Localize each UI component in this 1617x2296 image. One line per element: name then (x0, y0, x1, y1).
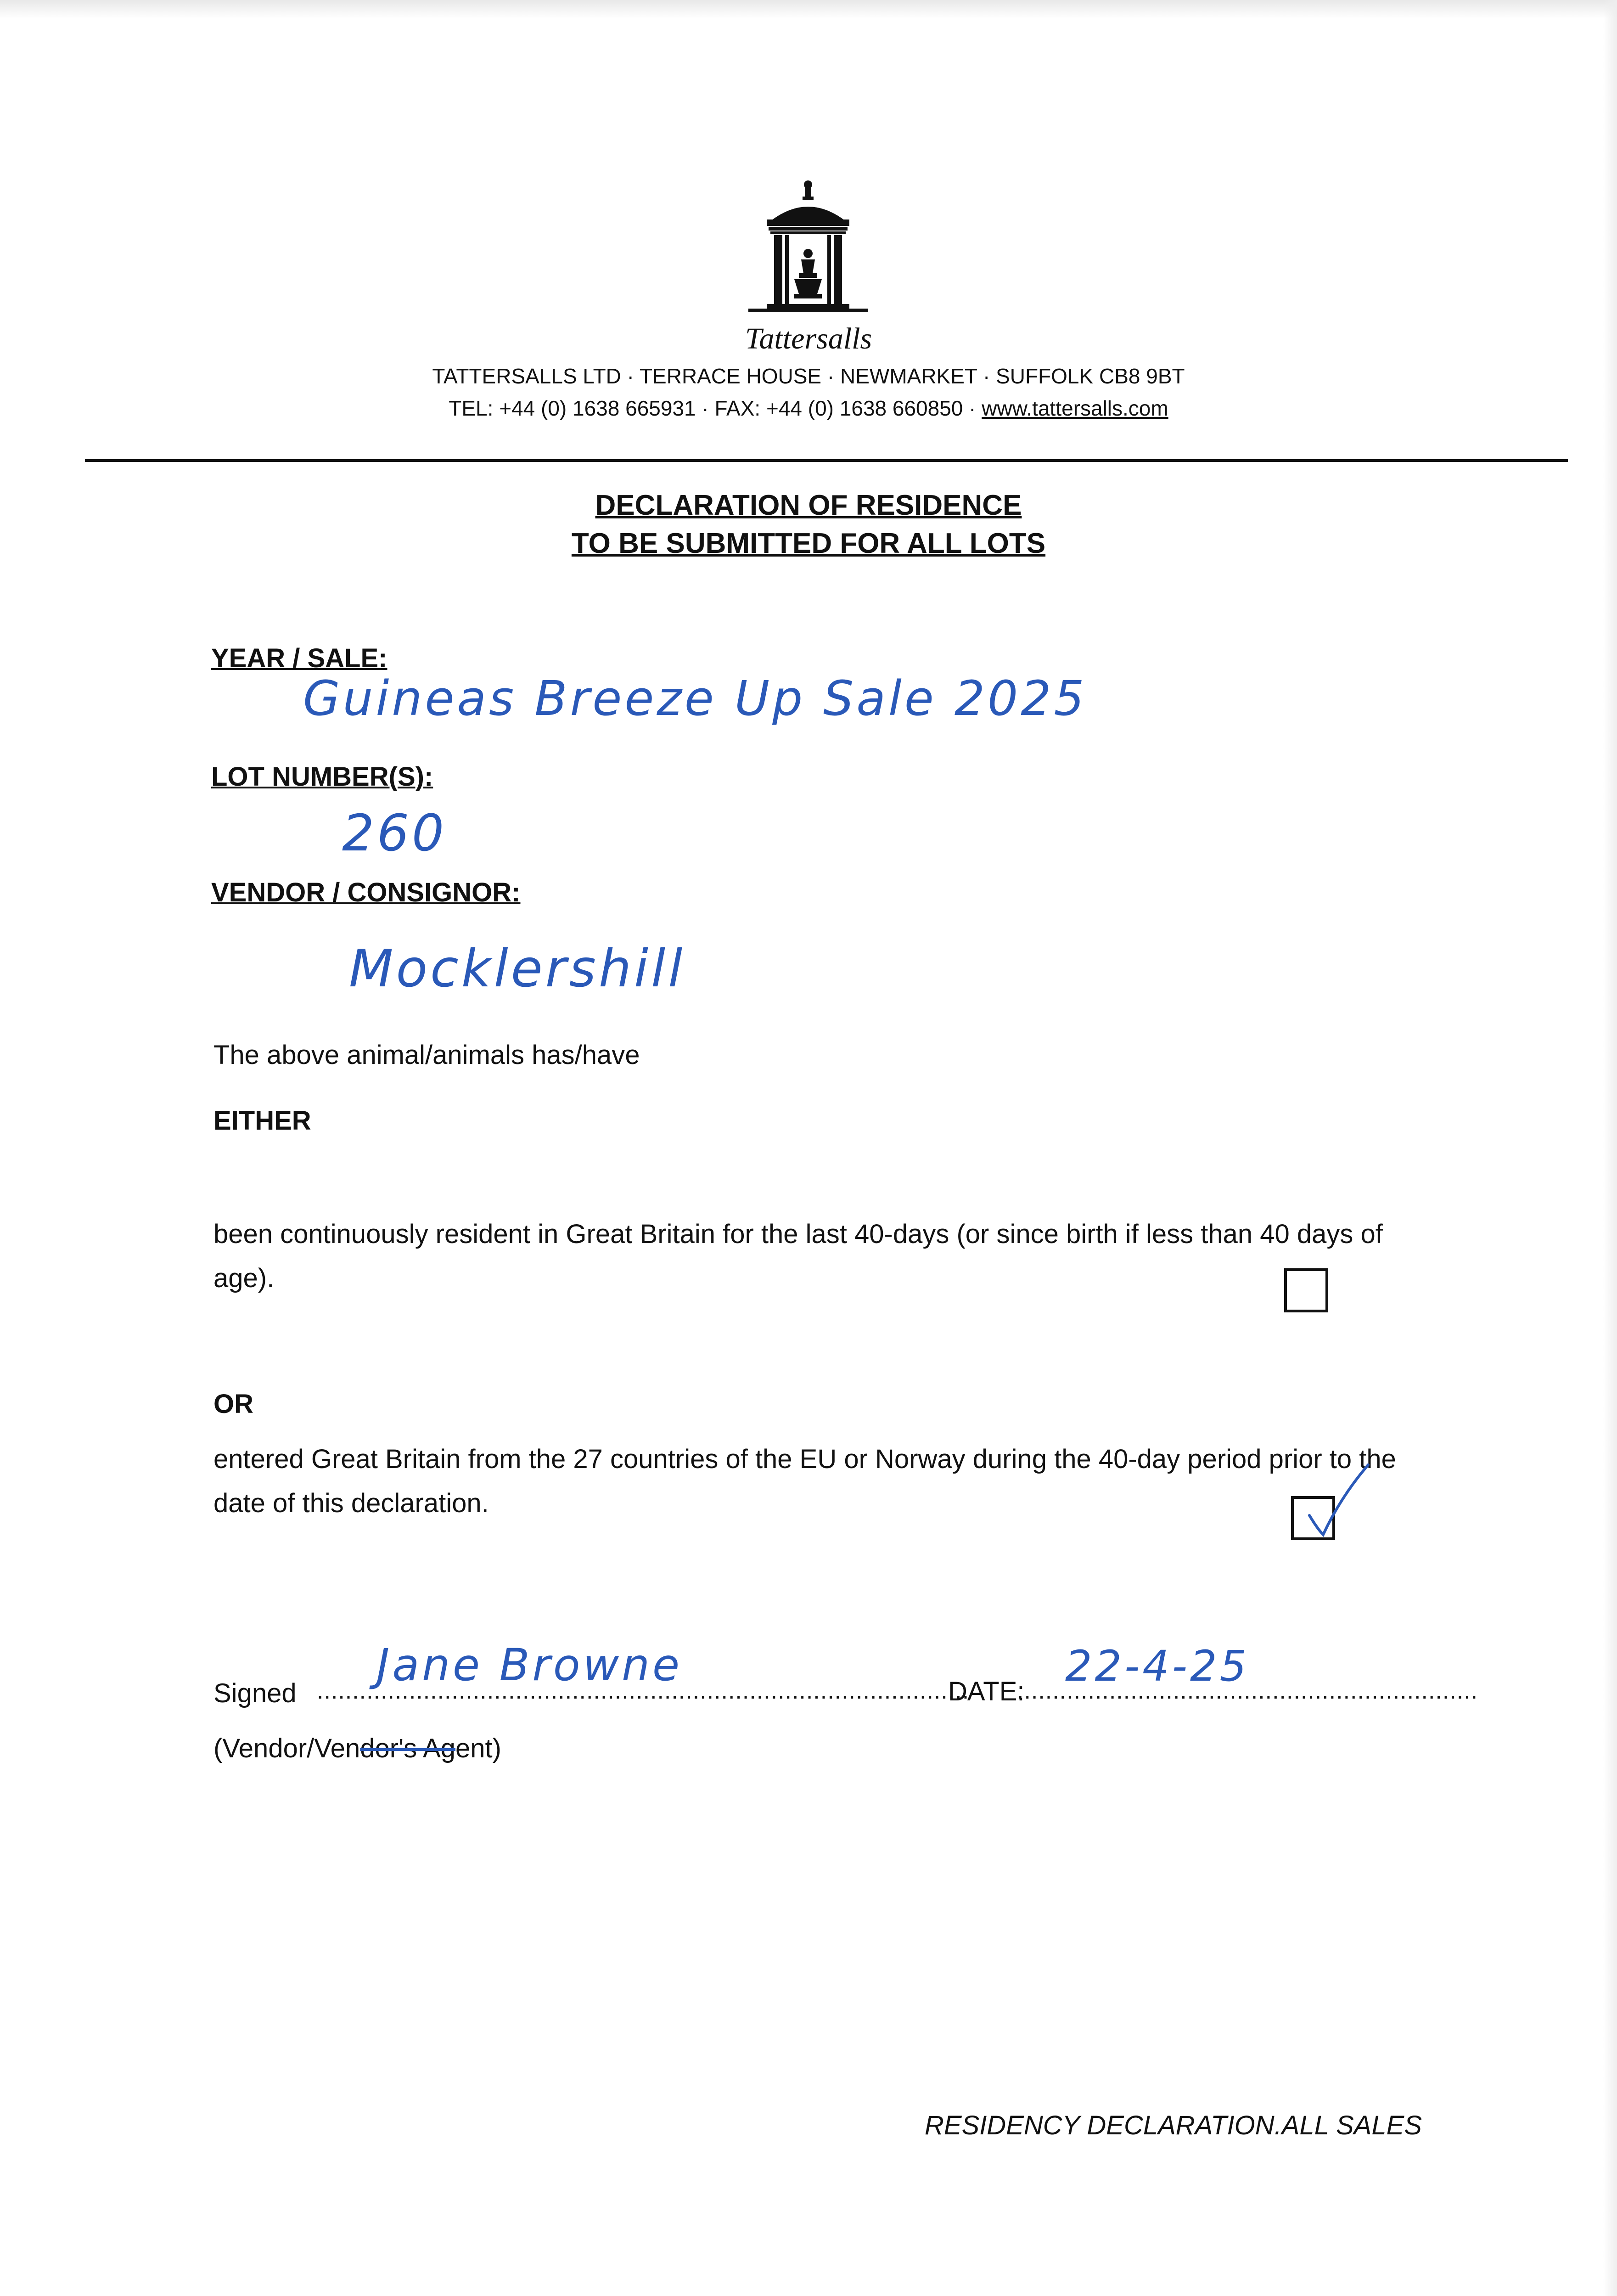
or-label: OR (213, 1389, 253, 1419)
date-value[interactable]: 22-4-25 (1065, 1642, 1250, 1691)
signature-value[interactable]: Jane Browne (376, 1639, 683, 1691)
website-link[interactable]: www.tattersalls.com (982, 396, 1168, 420)
date-label: DATE: (948, 1677, 1025, 1706)
option1-checkbox[interactable] (1284, 1268, 1328, 1312)
year-sale-label: YEAR / SALE: (211, 643, 387, 673)
contact-line (0, 396, 1617, 421)
either-label: EITHER (213, 1106, 311, 1136)
lot-number-label: LOT NUMBER(S): (211, 762, 433, 792)
scan-edge-top (0, 0, 1617, 18)
address-line: TATTERSALLS LTD · TERRACE HOUSE · NEWMARKET · SUFFOLK CB8 9BT (432, 364, 1185, 388)
header-divider (85, 459, 1568, 462)
lot-number-value[interactable]: 260 (342, 804, 447, 862)
option1-text: been continuously resident in Great Britain for the last 40-days (or since birth if less than 40 days of age). (213, 1219, 1383, 1293)
date-dotted-line: ................................................................. (1017, 1677, 1478, 1704)
vendor-role-line (213, 1727, 501, 1771)
vendor-role-prefix: (Vendor/Ven (213, 1733, 360, 1763)
rotunda-statue-logo-icon (730, 174, 886, 331)
brand-name: Tattersalls (745, 322, 872, 355)
vendor-agent-struck: dor's Ag (360, 1733, 456, 1763)
option2-text: entered Great Britain from the 27 countries of the EU or Norway during the 40-day period prior to the date of this declaration. (213, 1444, 1396, 1518)
vendor-role-suffix: ent) (455, 1733, 501, 1763)
vendor-consignor-label: VENDOR / CONSIGNOR: (211, 878, 521, 907)
year-sale-value[interactable]: Guineas Breeze Up Sale 2025 (303, 670, 1087, 726)
document-title: DECLARATION OF RESIDENCE (595, 490, 1022, 521)
contact-phone-fax: TEL: +44 (0) 1638 665931 · FAX: +44 (0) 1638 660850 · (449, 396, 982, 420)
vendor-consignor-value[interactable]: Mocklershill (349, 939, 685, 999)
checkmark-icon (1299, 1460, 1377, 1548)
signed-dotted-line: ............................................................................................ (317, 1677, 970, 1704)
document-subtitle: TO BE SUBMITTED FOR ALL LOTS (571, 528, 1046, 559)
intro-text: The above animal/animals has/have (213, 1040, 640, 1070)
footer-reference: RESIDENCY DECLARATION.ALL SALES (924, 2110, 1422, 2140)
signed-label: Signed (213, 1678, 297, 1708)
